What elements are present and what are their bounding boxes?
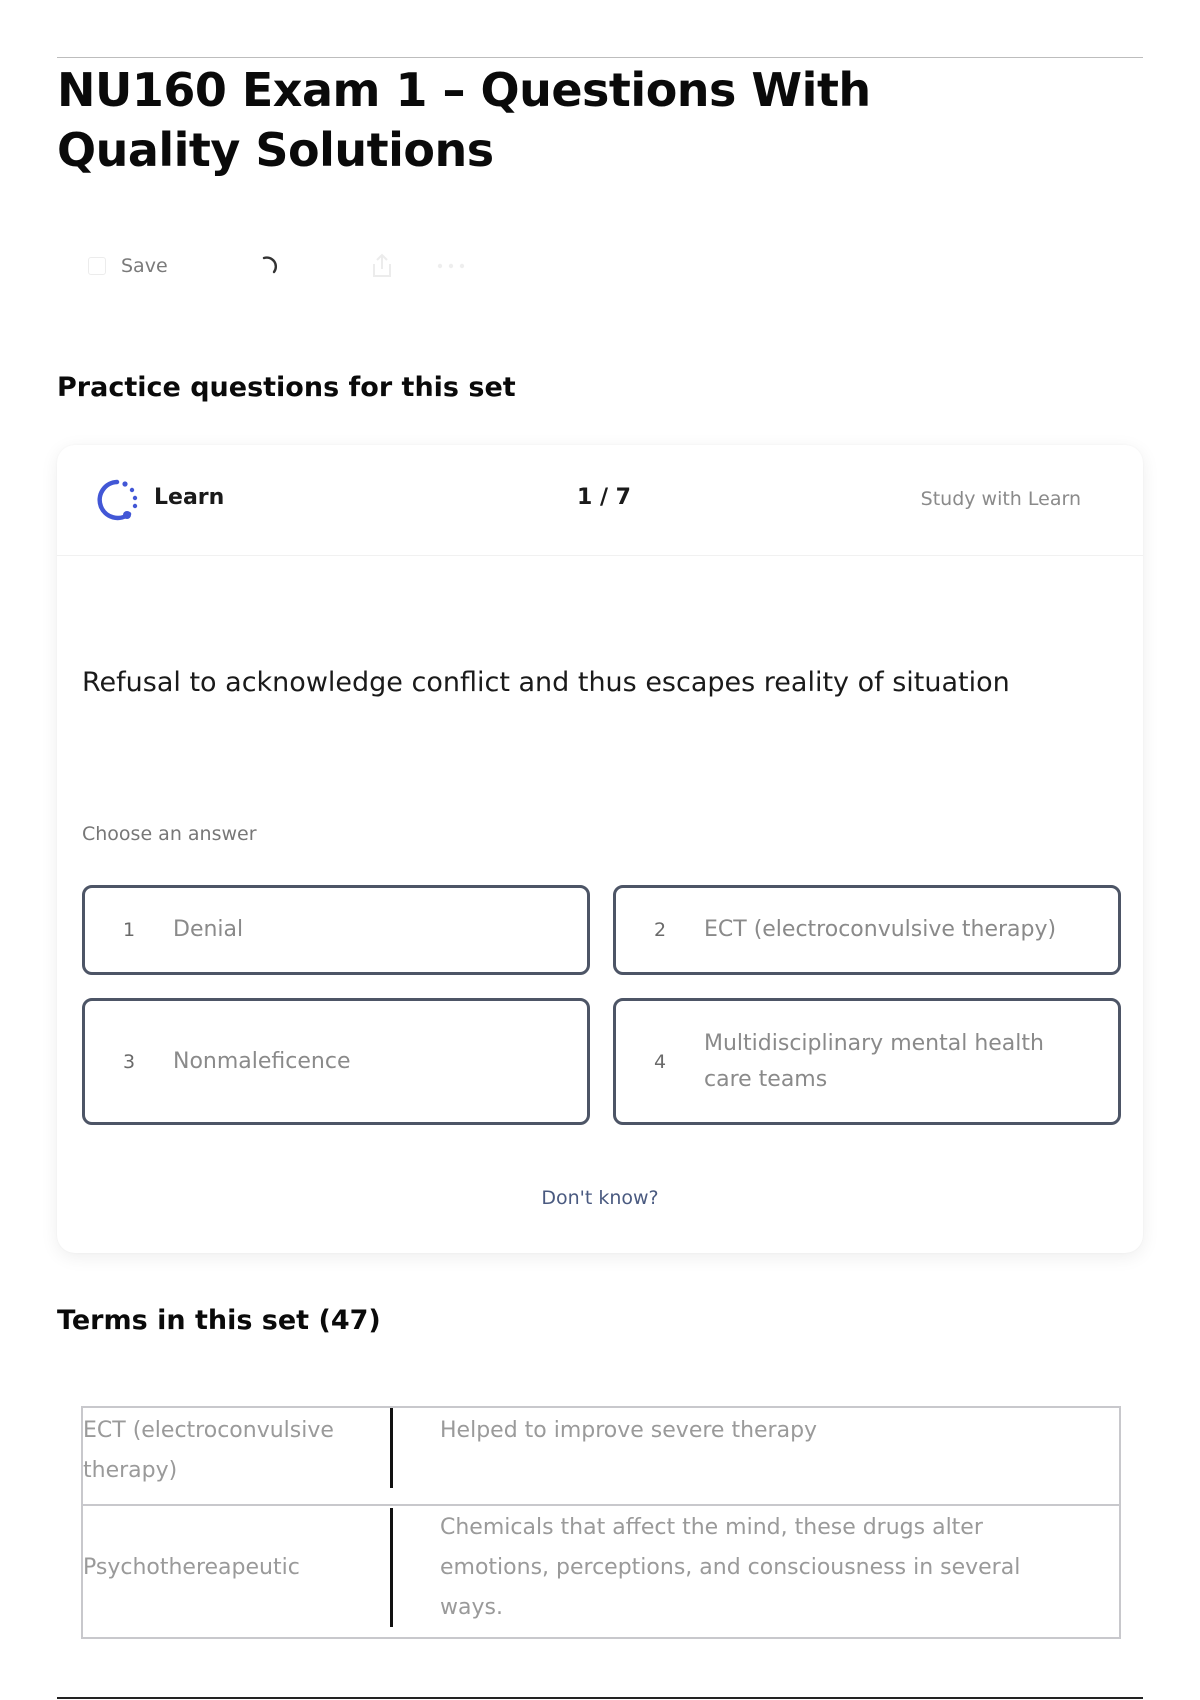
answer-text: Nonmaleficence (173, 1048, 351, 1074)
term-word: Psychothereapeutic (83, 1555, 300, 1580)
bottom-divider (57, 1697, 1143, 1699)
answer-number: 1 (122, 919, 136, 941)
question-progress: 1 / 7 (577, 485, 631, 510)
card-header (57, 445, 1143, 556)
answer-number: 3 (122, 1050, 136, 1073)
page-title: NU160 Exam 1 – Questions With Quality Solutions (57, 63, 871, 177)
answer-text: Denial (173, 917, 244, 942)
study-with-learn-link[interactable]: Study with Learn (920, 488, 1081, 510)
save-button[interactable] (88, 246, 168, 286)
term-definition: Chemicals that affect the mind, these drugs alter emotions, perceptions, and consciousness in several ways. (440, 1515, 1021, 1620)
answer-text: Multidisciplinary mental health care teams (704, 1030, 1044, 1092)
term-word: ECT (electroconvulsive therapy) (83, 1418, 334, 1483)
learn-label: Learn (154, 485, 225, 510)
term-divider (390, 1508, 393, 1627)
terms-table (81, 1406, 1121, 1639)
term-divider (390, 1408, 393, 1488)
practice-heading: Practice questions for this set (57, 372, 516, 403)
loading-spinner-icon (256, 246, 282, 286)
learn-progress-icon (95, 478, 139, 522)
dont-know-button[interactable]: Don't know? (541, 1187, 659, 1209)
answer-number: 2 (653, 919, 667, 941)
terms-heading: Terms in this set (47) (57, 1305, 381, 1336)
more-options-icon[interactable] (436, 246, 466, 286)
answer-option-3[interactable] (82, 998, 590, 1125)
choose-answer-label: Choose an answer (82, 823, 257, 845)
save-checkbox-icon (88, 257, 106, 275)
answer-option-2[interactable] (613, 885, 1121, 975)
answer-option-4[interactable] (613, 998, 1121, 1125)
answer-text: ECT (electroconvulsive therapy) (704, 917, 1057, 942)
answer-number: 4 (653, 1050, 667, 1073)
answer-option-1[interactable] (82, 885, 590, 975)
practice-card (57, 445, 1143, 1253)
question-prompt: Refusal to acknowledge conflict and thus escapes reality of situation (82, 667, 1010, 698)
top-divider (57, 57, 1143, 58)
term-row (83, 1408, 1119, 1506)
term-row (83, 1506, 1119, 1639)
save-label: Save (121, 255, 168, 277)
share-icon[interactable] (368, 246, 396, 286)
term-definition: Helped to improve severe therapy (440, 1418, 818, 1443)
